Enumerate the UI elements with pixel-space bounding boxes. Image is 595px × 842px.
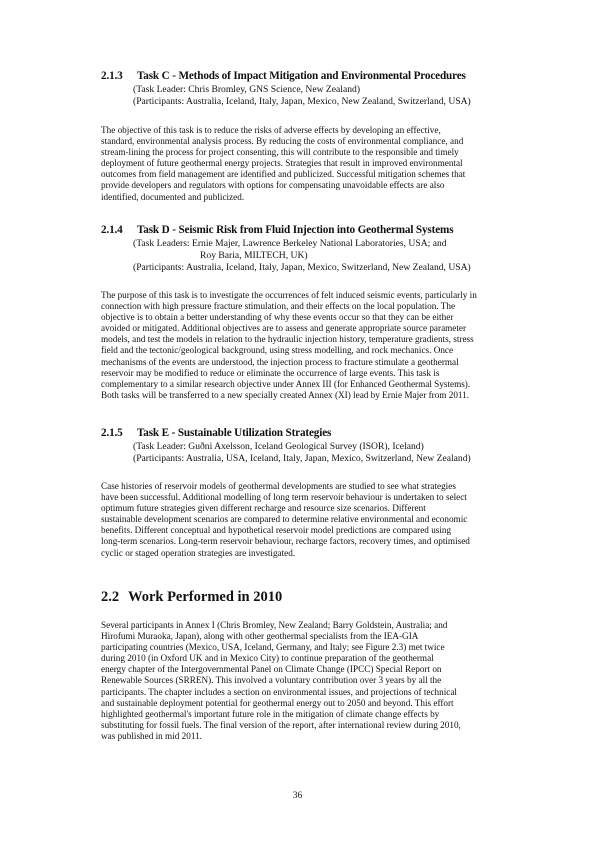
- section-title: Work Performed in 2010: [128, 589, 283, 605]
- paragraph-line: identified, documented and publicized.: [101, 191, 245, 202]
- task-info-2-1-5: [133, 441, 471, 465]
- paragraph-line: was published in mid 2011.: [101, 730, 202, 741]
- paragraph-line: cyclic or staged operation strategies are investigated.: [101, 547, 296, 558]
- paragraph-line: complementary to a similar research objective under Annex III (for Enhanced Geothermal Systems).: [101, 378, 471, 389]
- paragraph-line: The objective of this task is to reduce the risks of adverse effects by developing an effective,: [101, 125, 441, 135]
- paragraph-line: mechanisms of the events are understood, the injection process to fracture stimulate a geothermal: [101, 356, 459, 367]
- task-info-2-1-3: [133, 84, 471, 108]
- task-leader-line: (Task Leaders: Ernie Majer, Lawrence Berkeley National Laboratories, USA; and: [133, 238, 447, 249]
- paragraph-line: Case histories of reservoir models of geothermal developments are studied to see what strategies: [101, 481, 456, 491]
- paragraph-line: models, and test the models in relation to the hydraulic injection history, temperature gradients, stress: [101, 334, 474, 345]
- paragraph-line: Several participants in Annex I (Chris Bromley, New Zealand; Barry Goldstein, Australia; and: [101, 620, 448, 630]
- section-heading-2-2: [101, 589, 282, 606]
- task-info-2-1-4: [133, 238, 471, 274]
- participants-line: (Participants: Australia, USA, Iceland, Italy, Japan, Mexico, Switzerland, New Zealand): [133, 453, 471, 464]
- paragraph-2-2: [101, 620, 497, 742]
- paragraph-line: deployment of future geothermal energy projects. Strategies that result in improved environmental: [101, 158, 463, 169]
- paragraph-line: and sustainable deployment potential for geothermal energy out to 2050 and beyond. This effort: [101, 697, 454, 708]
- section-title: Task E - Sustainable Utilization Strategies: [137, 427, 332, 439]
- paragraph-line: reservoir may be modified to reduce or eliminate the occurrence of large events. This task is: [101, 367, 440, 378]
- paragraph-line: substituting for fossil fuels. The final version of the report, after international review during 2010,: [101, 719, 461, 730]
- section-number: 2.2: [101, 589, 120, 605]
- paragraph-line: long-term scenarios. Long-term reservoir behaviour, recharge factors, recovery times, and optimised: [101, 536, 470, 547]
- section-heading-2-1-4: [101, 224, 453, 236]
- paragraph-line: connection with high pressure fracture stimulation, and their effects on the local population. The: [101, 301, 456, 312]
- paragraph-line: outcomes from field management are identified and publicized. Successful mitigation schemes that: [101, 169, 466, 180]
- paragraph-line: The purpose of this task is to investigate the occurrences of felt induced seismic events, particularly in: [101, 290, 477, 300]
- task-leader-line: Roy Baria, MILTECH, UK): [200, 250, 308, 261]
- paragraph-line: sustainable development scenarios are compared to determine relative environmental and economic: [101, 514, 468, 525]
- paragraph-line: benefits. Different conceptual and hypothetical reservoir model predictions are compared using: [101, 525, 452, 536]
- paragraph-2-1-5: [101, 481, 497, 559]
- paragraph-line: have been successful. Additional modelling of long term reservoir behaviour is undertaken to select: [101, 492, 467, 503]
- participants-line: (Participants: Australia, Iceland, Italy, Japan, Mexico, Switzerland, New Zealand, USA): [133, 262, 471, 273]
- paragraph-line: Hirofumi Muraoka, Japan), along with other geothermal specialists from the IEA-GIA: [101, 631, 419, 642]
- page-number: 36: [292, 791, 303, 801]
- paragraph-line: avoided or mitigated. Additional objectives are to assess and generate appropriate source parameter: [101, 323, 467, 334]
- paragraph-line: standard, environmental analysis process. By reducing the costs of environmental compliance, and: [101, 136, 464, 147]
- paragraph-line: participating countries (Mexico, USA, Iceland, Germany, and Italy; see Figure 2.3) met twice: [101, 642, 445, 653]
- section-title: Task C - Methods of Impact Mitigation and Environmental Procedures: [137, 70, 466, 82]
- section-heading-2-1-5: [101, 427, 331, 439]
- paragraph-2-1-4: [101, 290, 497, 401]
- section-number: 2.1.4: [101, 224, 123, 236]
- paragraph-2-1-3: [101, 125, 497, 203]
- section-heading-2-1-3: [101, 70, 466, 82]
- paragraph-line: stream-lining the process for project consenting, this will contribute to the responsible and timely: [101, 147, 459, 158]
- section-title: Task D - Seismic Risk from Fluid Injection into Geothermal Systems: [137, 224, 454, 236]
- paragraph-line: energy chapter of the Intergovernmental Panel on Climate Change (IPCC) Special Report on: [101, 664, 442, 675]
- task-leader-line: (Task Leader: Guðni Axelsson, Iceland Geological Survey (ISOR), Iceland): [133, 441, 424, 452]
- section-number: 2.1.5: [101, 427, 123, 439]
- participants-line: (Participants: Australia, Iceland, Italy, Japan, Mexico, New Zealand, Switzerland, USA): [133, 96, 471, 107]
- paragraph-line: optimum future strategies given different recharge and resource size scenarios. Different: [101, 503, 426, 514]
- paragraph-line: participants. The chapter includes a section on environmental issues, and projections of technical: [101, 686, 457, 697]
- paragraph-line: highlighted geothermal's important future role in the mitigation of climate change effects by: [101, 708, 440, 719]
- paragraph-line: objective is to obtain a better understanding of why these events occur so that they can be either: [101, 312, 454, 323]
- paragraph-line: provide developers and regulators with options for compensating unavoidable effects are also: [101, 180, 445, 191]
- paragraph-line: during 2010 (in Oxford UK and in Mexico City) to continue preparation of the geothermal: [101, 653, 434, 664]
- paragraph-line: Both tasks will be transferred to a new specially created Annex (XI) lead by Ernie Majer from 2011.: [101, 389, 470, 400]
- paragraph-line: field and the tectonic/geological background, using stress modelling, and rock mechanics. Once: [101, 345, 454, 356]
- paragraph-line: Renewable Sources (SRREN). This involved a voluntary contribution over 3 years by all the: [101, 675, 442, 686]
- section-number: 2.1.3: [101, 70, 123, 82]
- task-leader-line: (Task Leader: Chris Bromley, GNS Science, New Zealand): [133, 84, 361, 95]
